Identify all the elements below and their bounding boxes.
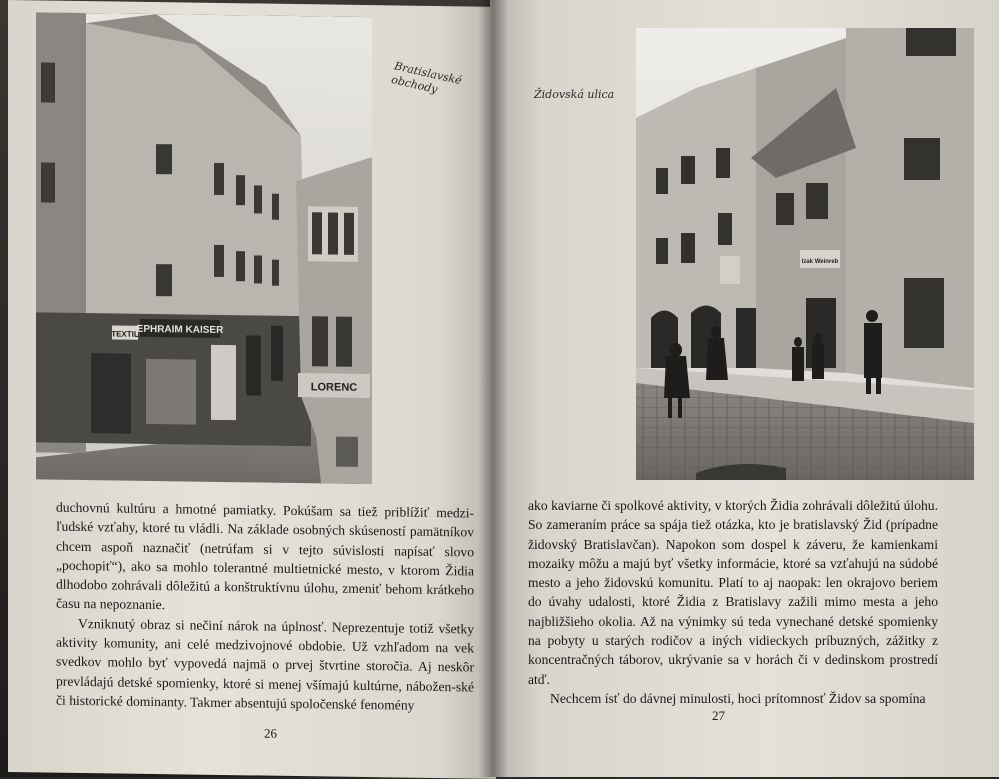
page-number-left: 26 — [264, 725, 277, 741]
page-number-right: 27 — [712, 708, 725, 723]
right-paragraph-1: ako kaviarne či spolkové aktivity, v ktorých Židia zohrávali dôležitú úlohu. So zameraním práce sa spája tiež otázka, kto je bratislavský Žid (prípadne židovský Bratislavčan). Napokon som dospel k záveru, že kamienkami mozaiky môžu a majú byť všetky informácie, ktoré sa vzťahujú na súdobé mesto a jeho židovskú komunitu. Platí to aj naopak: len okrajovo beriem do úvahy udalosti, ktoré Židia z Bratislavy zažili mimo mesta a jeho najbližšieho okolia. Až na výnimky sú teda vynechané detské spomienky na pobyty u starých rodičov a iných vidieckych príbuzných, zážitky z koncentračných táborov, ukrývanie sa v horách či v dedinskom prostredí atď. — [528, 498, 938, 687]
left-page-body — [56, 498, 474, 716]
book-gutter-shadow — [478, 0, 508, 777]
sign-lorenc: LORENC — [310, 381, 358, 394]
left-page — [8, 0, 496, 779]
right-page-body — [528, 496, 938, 708]
left-paragraph-1: duchovnú kultúru a hmotné pamiatky. Pokúšam sa tiež priblížiť medzi-ľudské vzťahy, ktoré tu vládli. Na základe osobných skúseností pamätníkov chcem aspoň naznačiť (netrúfam si v tejto súvislosti napísať slovo „pochopiť“), ako sa mohlo tolerantné multietnické mesto, v ktorom Židia dlhodobo zohrávali dôležitú a konštruktívnu úlohu, zmeniť behom krátkeho času na nepoznanie. — [56, 499, 474, 613]
caption-zidovska-ulica: Židovská ulica — [534, 88, 615, 101]
sign-izak-weinreb: Izak Weinreb — [801, 259, 839, 265]
right-paragraph-2: Nechcem ísť do dávnej minulosti, hoci prítomnosť Židov sa spomína — [550, 690, 926, 706]
left-paragraph-2: Vzniknutý obraz si nečiní nárok na úplnosť. Neprezentuje totiž všetky aktivity komunity, ani celé medzivojnové obdobie. Už vzhľadom na vek svedkov mohlo byť vypovedá najmä o prvej štvrtine storočia. Aj neskôr prevládajú detské spomienky, ktoré si menej všímajú kultúrne, nábožen-ské či historické dominanty. Takmer absentujú spoločenské fenomény — [56, 615, 474, 713]
sign-textil: TEXTIL — [111, 329, 139, 339]
sign-ephraim-kaiser: EPHRAIM KAISER — [136, 323, 224, 337]
jewish-street-photo — [636, 28, 974, 480]
right-page — [490, 0, 999, 777]
street-shops-photo — [36, 12, 372, 484]
caption-bratislavske-obchody: Bratislavské obchody — [390, 59, 463, 97]
